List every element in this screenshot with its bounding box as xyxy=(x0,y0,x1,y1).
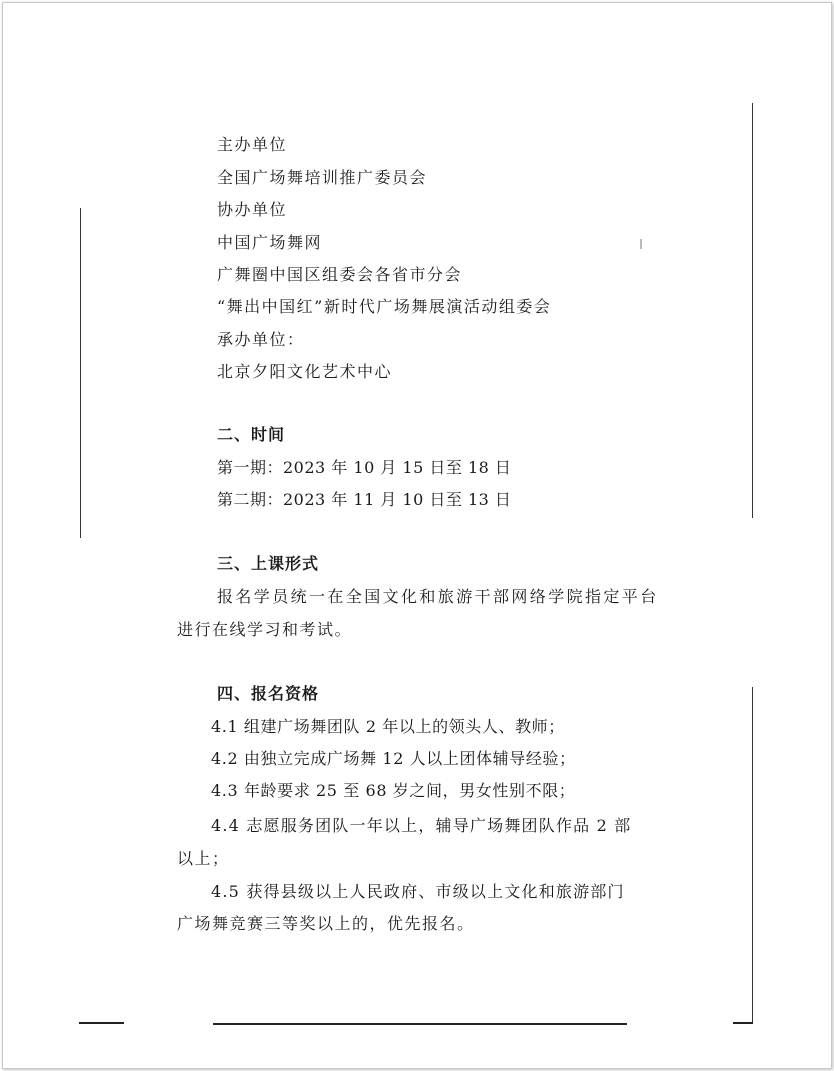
host-label: 主办单位 xyxy=(217,135,288,154)
undertaker-name: 北京夕阳文化艺术中心 xyxy=(217,362,393,381)
scan-line-bottom-1 xyxy=(79,1022,124,1024)
co-organizer-label: 协办单位 xyxy=(217,200,288,219)
period-1: 第一期：2023 年 10 月 15 日至 18 日 xyxy=(217,458,512,477)
scan-mark-right xyxy=(640,239,642,249)
scan-line-right xyxy=(752,103,753,518)
undertaker-label: 承办单位： xyxy=(217,330,305,349)
qualification-item-3: 4.3 年龄要求 25 至 68 岁之间，男女性别不限； xyxy=(211,781,576,800)
qualification-item-2: 4.2 由独立完成广场舞 12 人以上团体辅导经验； xyxy=(211,749,576,768)
section-3-line-2: 进行在线学习和考试。 xyxy=(177,620,353,639)
qualification-item-4: 4.4 志愿服务团队一年以上，辅导广场舞团队作品 2 部 xyxy=(211,816,632,835)
co-organizer-1: 中国广场舞网 xyxy=(217,233,323,252)
scan-line-bottom-3 xyxy=(733,1022,753,1024)
qualification-item-4-cont: 以上； xyxy=(177,849,230,868)
qualification-item-5-cont: 广场舞竞赛三等奖以上的，优先报名。 xyxy=(177,914,475,933)
qualification-item-1: 4.1 组建广场舞团队 2 年以上的领头人、教师； xyxy=(211,717,565,736)
qualification-item-5: 4.5 获得县级以上人民政府、市级以上文化和旅游部门 xyxy=(211,882,625,901)
scan-line-right-lower xyxy=(752,687,753,1022)
section-3-line-1: 报名学员统一在全国文化和旅游干部网络学院指定平台 xyxy=(217,587,659,606)
co-organizer-2: 广舞圈中国区组委会各省市分会 xyxy=(217,265,463,284)
host-name: 全国广场舞培训推广委员会 xyxy=(217,168,428,187)
document-page xyxy=(2,2,832,1069)
section-2-heading: 二、时间 xyxy=(217,425,286,444)
scan-line-bottom-2 xyxy=(213,1023,627,1025)
period-2: 第二期：2023 年 11 月 10 日至 13 日 xyxy=(217,490,512,509)
section-4-heading: 四、报名资格 xyxy=(217,684,320,703)
scan-line-left xyxy=(80,208,81,538)
section-3-heading: 三、上课形式 xyxy=(217,554,320,573)
co-organizer-3: “舞出中国红”新时代广场舞展演活动组委会 xyxy=(217,297,552,316)
